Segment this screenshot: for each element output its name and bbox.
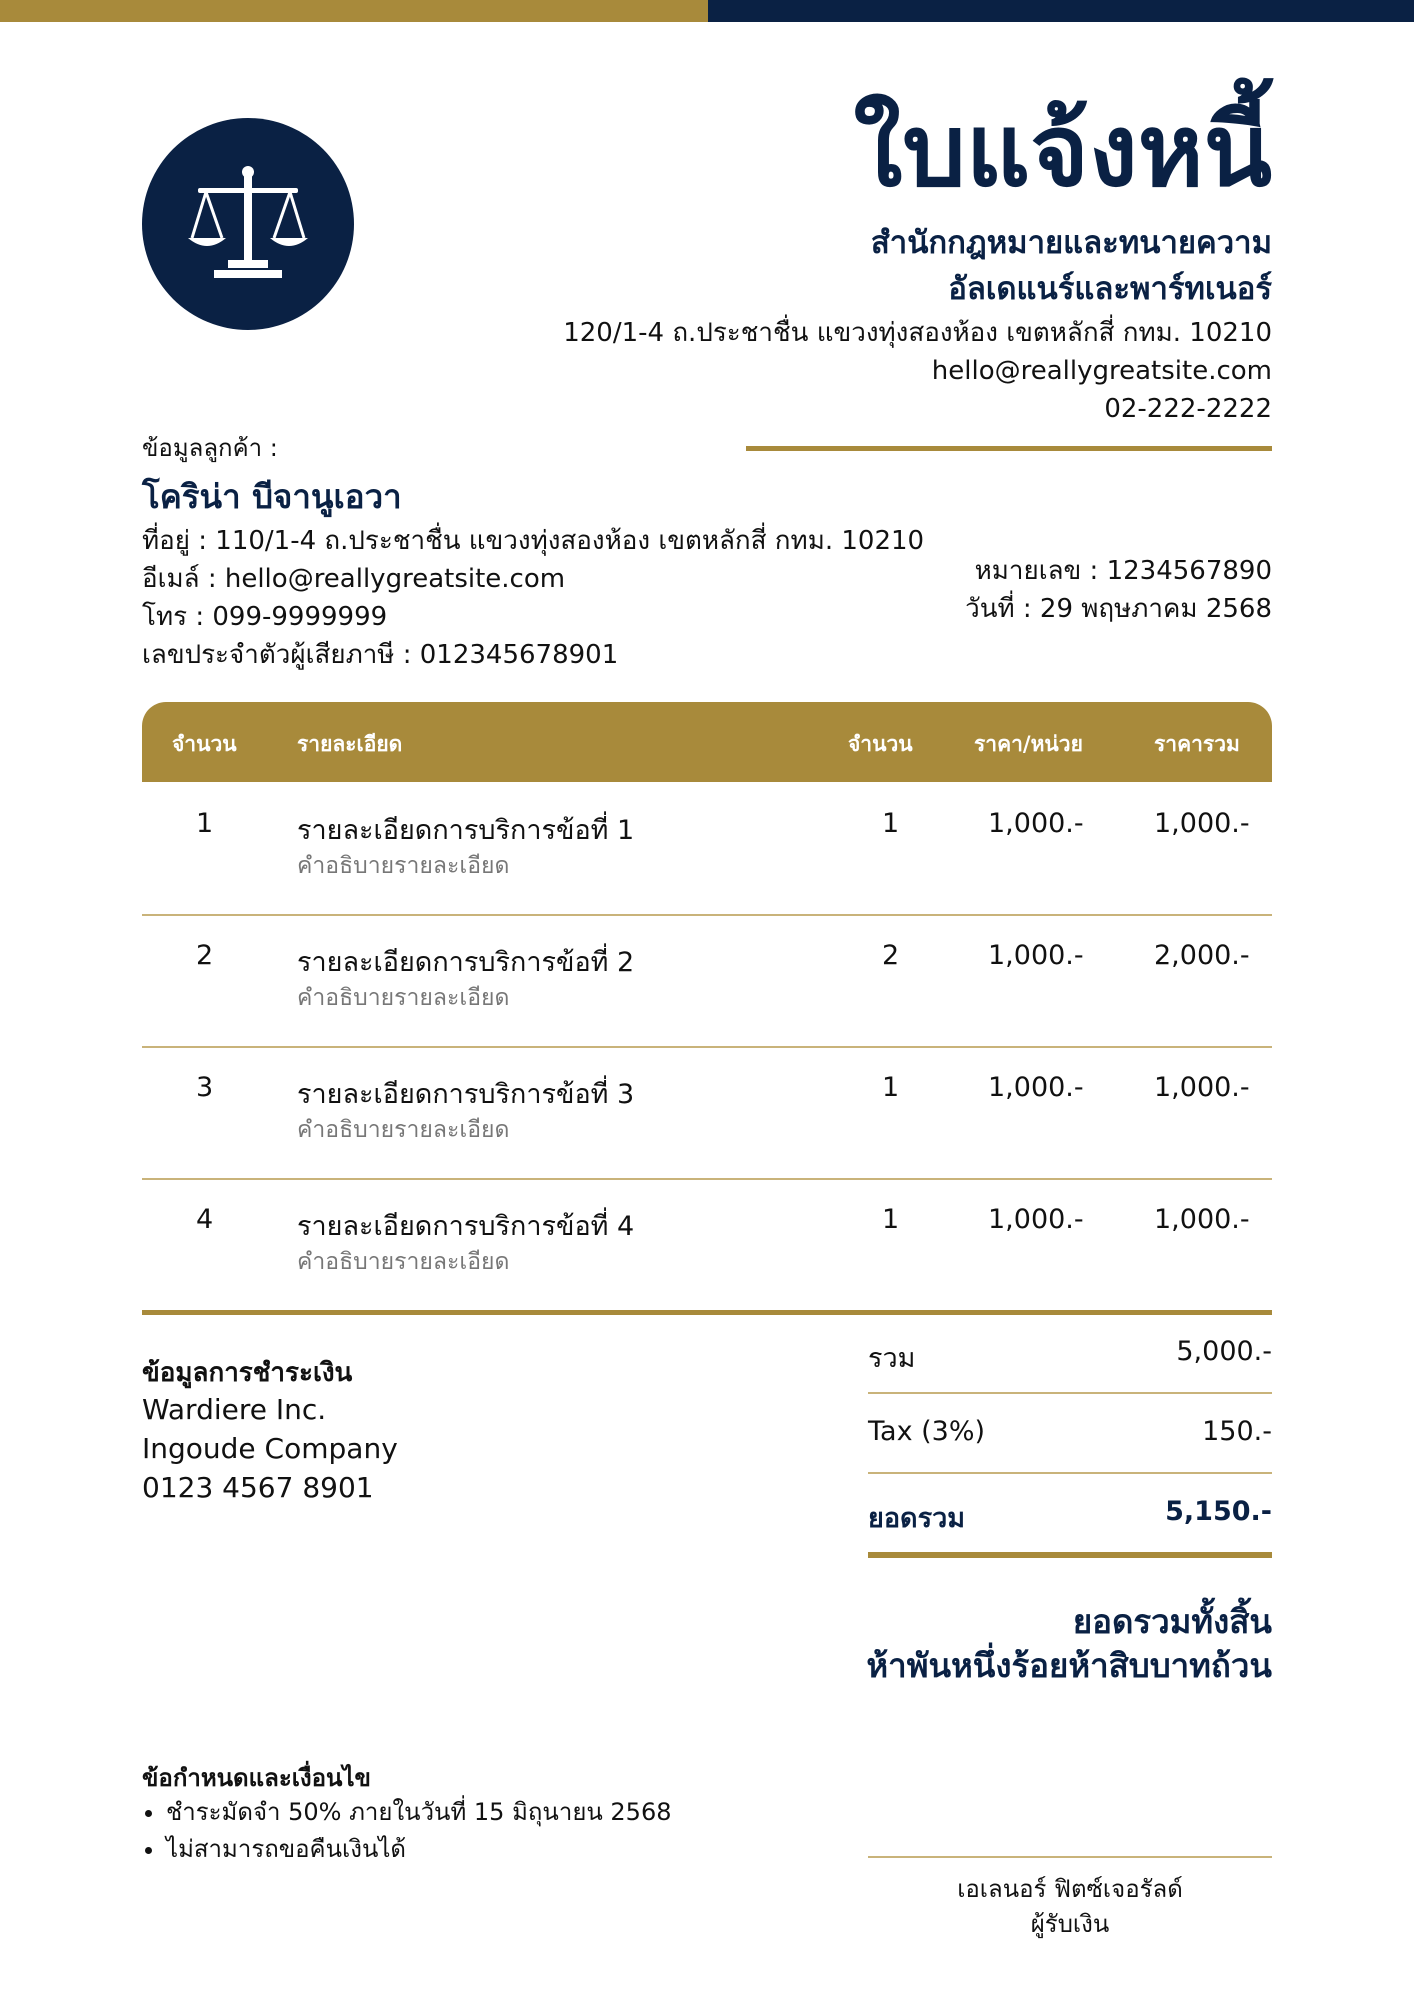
row-item: รายละเอียดการบริการข้อที่ 2 (297, 947, 635, 978)
firm-phone: 02-222-2222 (1104, 394, 1272, 424)
header-qty: จำนวน (848, 732, 913, 756)
payment-line3: 0123 4567 8901 (142, 1471, 374, 1504)
firm-name-line2: อัลเดแนร์และพาร์ทเนอร์ (948, 271, 1272, 307)
signature-role: ผู้รับเงิน (1030, 1910, 1110, 1938)
row-total: 1,000.- (1154, 1204, 1250, 1235)
row-no: 3 (196, 1072, 214, 1103)
top-bar-navy (708, 0, 1414, 22)
customer-email: อีเมล์ : hello@reallygreatsite.com (142, 564, 566, 594)
firm-name (871, 220, 1272, 312)
header-divider (746, 446, 1272, 451)
subtotal-value: 5,000.- (1176, 1336, 1272, 1367)
row-total: 2,000.- (1154, 940, 1250, 971)
customer-phone: โทร : 099-9999999 (142, 602, 388, 632)
customer-address: ที่อยู่ : 110/1-4 ถ.ประชาชื่น แขวงทุ่งสองห้อง เขตหลักสี่ กทม. 10210 (142, 526, 925, 556)
row-no: 1 (196, 808, 214, 839)
row-item: รายละเอียดการบริการข้อที่ 1 (297, 815, 635, 846)
customer-info (142, 522, 924, 674)
signature-name: เอเลนอร์ ฟิตซ์เจอรัลด์ (957, 1875, 1183, 1903)
row-description: คำอธิบายรายละเอียด (297, 1249, 510, 1275)
signature-block (868, 1872, 1272, 1942)
firm-logo (142, 118, 354, 330)
row-description: คำอธิบายรายละเอียด (297, 853, 510, 879)
row-no: 2 (196, 940, 214, 971)
customer-name: โคริน่า บีจานูเอวา (142, 477, 402, 516)
table-row (142, 1178, 1272, 1315)
tax-value: 150.- (1202, 1416, 1272, 1447)
invoice-meta (965, 552, 1272, 628)
header-unit-price: ราคา/หน่วย (974, 732, 1083, 756)
terms-item: • ชำระมัดจำ 50% ภายในวันที่ 15 มิถุนายน 2568 (166, 1794, 672, 1831)
table-row (142, 1046, 1272, 1180)
firm-address: 120/1-4 ถ.ประชาชื่น แขวงทุ่งสองห้อง เขตหลักสี่ กทม. 10210 (563, 318, 1272, 348)
total-value: 5,150.- (1165, 1496, 1272, 1527)
total-label: ยอดรวม (868, 1503, 966, 1534)
payment-line1: Wardiere Inc. (142, 1393, 327, 1426)
terms-list (142, 1794, 672, 1868)
terms-item: • ไม่สามารถขอคืนเงินได้ (166, 1831, 672, 1868)
row-qty: 1 (882, 808, 900, 839)
customer-tax-id: เลขประจำตัวผู้เสียภาษี : 012345678901 (142, 640, 619, 670)
grand-total (866, 1600, 1272, 1688)
payment-info (142, 1390, 398, 1507)
scales-of-justice-icon (188, 162, 308, 286)
customer-label: ข้อมูลลูกค้า : (142, 434, 278, 462)
payment-line2: Ingoude Company (142, 1432, 398, 1465)
header-no: จำนวน (172, 732, 237, 756)
row-unit-price: 1,000.- (988, 1204, 1084, 1235)
firm-name-line1: สำนักกฎหมายและทนายความ (870, 225, 1272, 261)
total-row (868, 1472, 1272, 1558)
payment-title: ข้อมูลการชำระเงิน (142, 1358, 353, 1388)
grand-total-label: ยอดรวมทั้งสิ้น (1072, 1602, 1272, 1641)
row-qty: 1 (882, 1204, 900, 1235)
row-total: 1,000.- (1154, 808, 1250, 839)
signature-line (868, 1856, 1272, 1858)
grand-total-words: ห้าพันหนึ่งร้อยห้าสิบบาทถ้วน (866, 1646, 1272, 1685)
row-no: 4 (196, 1204, 214, 1235)
row-item: รายละเอียดการบริการข้อที่ 4 (297, 1211, 635, 1242)
terms-title: ข้อกำหนดและเงื่อนไข (142, 1764, 371, 1792)
top-bar-gold (0, 0, 708, 22)
invoice-date: วันที่ : 29 พฤษภาคม 2568 (965, 594, 1272, 624)
firm-email: hello@reallygreatsite.com (931, 356, 1272, 386)
row-unit-price: 1,000.- (988, 1072, 1084, 1103)
subtotal-row (868, 1312, 1272, 1394)
row-unit-price: 1,000.- (988, 808, 1084, 839)
tax-row (868, 1392, 1272, 1474)
tax-label: Tax (3%) (868, 1416, 986, 1447)
row-qty: 1 (882, 1072, 900, 1103)
row-total: 1,000.- (1154, 1072, 1250, 1103)
firm-contact (563, 314, 1272, 428)
header-total: ราคารวม (1154, 732, 1240, 756)
row-qty: 2 (882, 940, 900, 971)
table-header (142, 702, 1272, 782)
table-row (142, 914, 1272, 1048)
document-title: ใบแจ้งหนี้ (853, 92, 1272, 209)
table-row (142, 782, 1272, 916)
header-detail: รายละเอียด (297, 732, 403, 756)
row-description: คำอธิบายรายละเอียด (297, 1117, 510, 1143)
subtotal-label: รวม (868, 1343, 916, 1374)
row-unit-price: 1,000.- (988, 940, 1084, 971)
row-item: รายละเอียดการบริการข้อที่ 3 (297, 1079, 635, 1110)
invoice-number: หมายเลข : 1234567890 (974, 556, 1272, 586)
row-description: คำอธิบายรายละเอียด (297, 985, 510, 1011)
